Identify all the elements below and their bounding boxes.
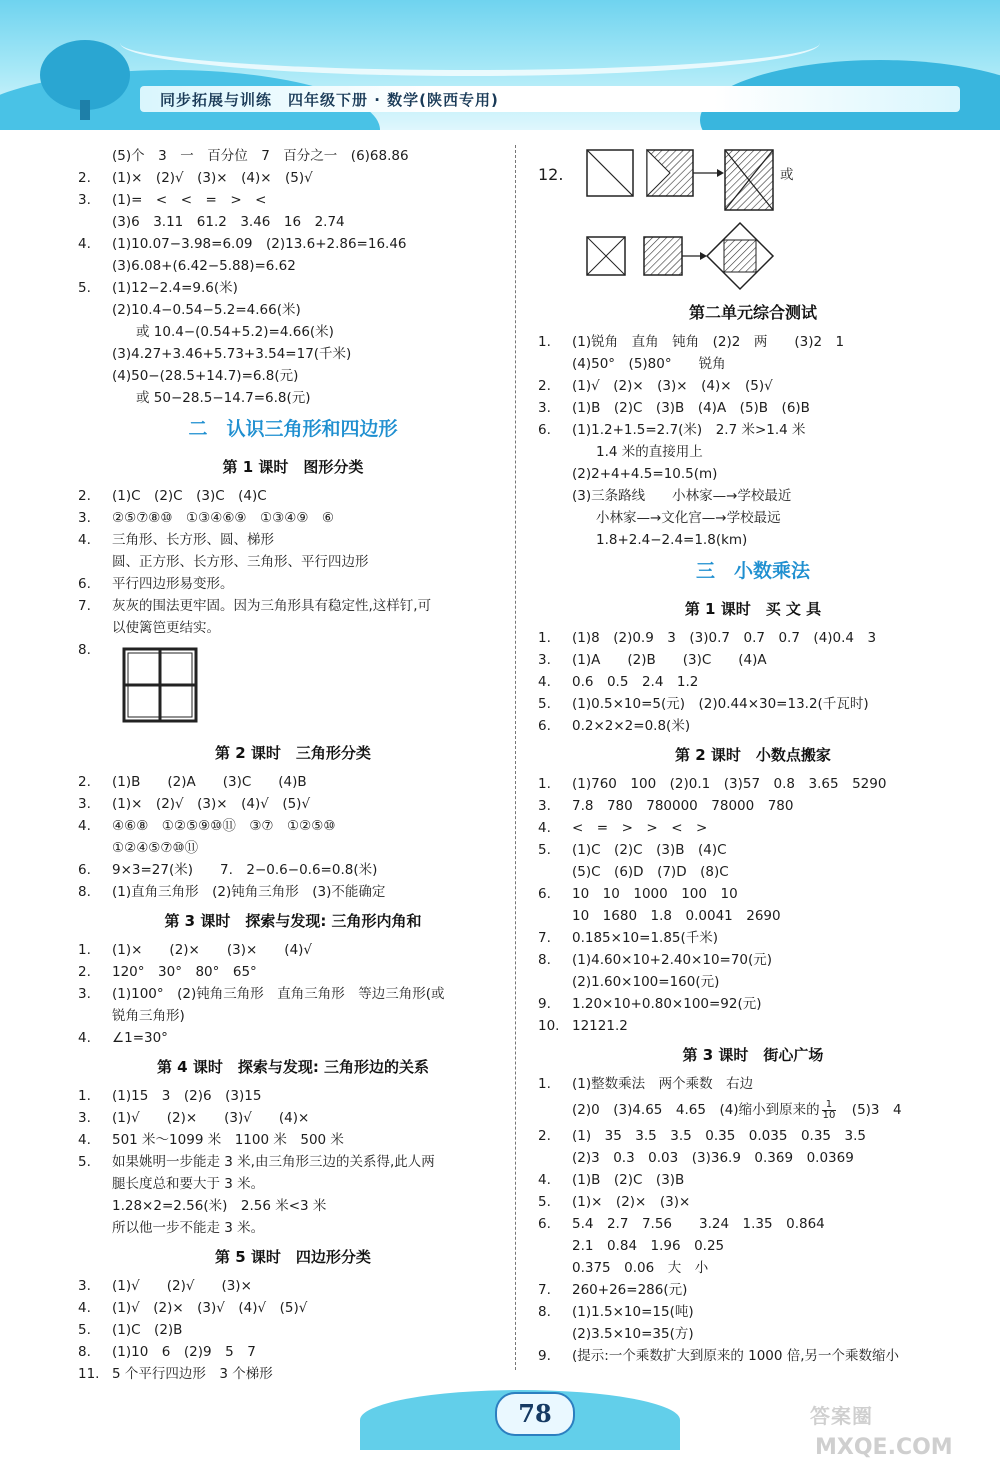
question-number: 5. — [78, 1154, 91, 1170]
question-number: 9. — [538, 1348, 551, 1364]
answer-text: 小林家—→文化宫—→学校最远 — [596, 510, 781, 526]
answer-line — [538, 949, 968, 971]
question-number: 5. — [538, 696, 551, 712]
question-number: 3. — [78, 192, 91, 208]
question-number: 8. — [538, 1304, 551, 1320]
question-number: 1. — [538, 630, 551, 646]
answer-line — [78, 837, 508, 859]
answer-line — [538, 1073, 968, 1095]
answer-line — [538, 671, 968, 693]
question-number: 2. — [78, 774, 91, 790]
answer-text: 灰灰的围法更牢固。因为三角形具有稳定性,这样钉,可 — [112, 598, 432, 614]
unit-title: 二 认识三角形和四边形 — [188, 418, 398, 440]
answer-line — [538, 1147, 968, 1169]
answer-text: 所以他一步不能走 3 米。 — [112, 1220, 265, 1236]
answer-line — [78, 1297, 508, 1319]
question-number: 11. — [78, 1366, 100, 1382]
watermark-logo: 答案圈 — [810, 1404, 873, 1428]
answer-line — [538, 1323, 968, 1345]
question-number: 1. — [78, 1088, 91, 1104]
answer-text: 7.8 780 780000 78000 780 — [572, 798, 794, 814]
answer-text: (3)6 3.11 61.2 3.46 16 2.74 — [112, 214, 345, 230]
answer-text: (2)2+4+4.5=10.5(m) — [572, 466, 718, 482]
question-number: 5. — [538, 842, 551, 858]
answer-line — [538, 331, 968, 353]
answer-line — [538, 693, 968, 715]
lesson-title: 第 2 课时 小数点搬家 — [675, 746, 831, 764]
answer-line — [538, 971, 968, 993]
answer-line — [78, 233, 508, 255]
answer-line — [538, 927, 968, 949]
answer-line — [78, 983, 508, 1005]
question-number: 4. — [78, 1030, 91, 1046]
answer-text: (1)√ (2)× (3)√ (4)√ (5)√ — [112, 1300, 308, 1316]
answer-line — [78, 1129, 508, 1151]
answer-text: 以使篱笆更结实。 — [112, 620, 220, 636]
answer-line — [538, 1213, 968, 1235]
answer-text: (2)10.4−0.54−5.2=4.66(米) — [112, 302, 301, 318]
answer-line — [78, 277, 508, 299]
question-number: 4. — [78, 532, 91, 548]
answer-text: (3)6.08+(6.42−5.88)=6.62 — [112, 258, 296, 274]
question-number: 7. — [538, 1282, 551, 1298]
answer-line — [538, 1015, 968, 1037]
answer-line — [538, 485, 968, 507]
answer-text: (1)B (2)A (3)C (4)B — [112, 774, 307, 790]
question-number: 6. — [538, 886, 551, 902]
answer-line — [538, 1191, 968, 1213]
answer-text: 2.1 0.84 1.96 0.25 — [572, 1238, 725, 1254]
answer-text: 9×3=27(米) 7. 2−0.6−0.6=0.8(米) — [112, 862, 378, 878]
answer-text: (1)× (2)√ (3)× (4)√ (5)√ — [112, 796, 311, 812]
answer-line — [78, 485, 508, 507]
answer-line — [78, 167, 508, 189]
answer-text: 三角形、长方形、圆、梯形 — [112, 532, 274, 548]
answer-line — [78, 859, 508, 881]
question-number: 2. — [538, 378, 551, 394]
answer-text: (1)√ (2)√ (3)× — [112, 1278, 252, 1294]
answer-line — [78, 1107, 508, 1129]
book-title: 同步拓展与训练 四年级下册 · 数学(陕西专用) — [160, 91, 499, 109]
section-title: 第二单元综合测试 — [688, 303, 817, 322]
answer-text: (1)1.2+1.5=2.7(米) 2.7 米>1.4 米 — [572, 422, 806, 438]
question-number: 3. — [78, 1110, 91, 1126]
answer-text: (1)× (2)× (3)× — [572, 1194, 691, 1210]
answer-text: (1)整数乘法 两个乘数 右边 — [572, 1076, 754, 1092]
answer-text: (1)15 3 (2)6 (3)15 — [112, 1088, 262, 1104]
lesson-title: 第 4 课时 探索与发现: 三角形边的关系 — [156, 1058, 430, 1076]
question-number: 2. — [78, 964, 91, 980]
unit-title: 三 小数乘法 — [695, 560, 810, 582]
answer-line — [538, 419, 968, 441]
answer-line — [78, 961, 508, 983]
answer-line — [538, 463, 968, 485]
answer-line — [78, 1195, 508, 1217]
answer-line — [538, 773, 968, 795]
question-number: 3. — [78, 510, 91, 526]
answer-line — [78, 507, 508, 529]
answer-line: (2)0 (3)4.65 4.65 (4)缩小到原来的 $\frac{1}{10}$ (5)3 4 — [572, 1098, 902, 1121]
answer-line — [538, 1257, 968, 1279]
answer-text: (1)12−2.4=9.6(米) — [112, 280, 238, 296]
question-number: 5. — [78, 280, 91, 296]
lesson-title: 第 5 课时 四边形分类 — [215, 1248, 371, 1266]
answer-line — [538, 1301, 968, 1323]
answer-text: ∠1=30° — [112, 1030, 168, 1046]
answer-text: (1)C (2)B — [112, 1322, 183, 1338]
answer-line — [78, 387, 508, 409]
answer-text: 0.6 0.5 2.4 1.2 — [572, 674, 699, 690]
answer-line — [78, 573, 508, 595]
answer-line — [78, 881, 508, 903]
answer-line — [78, 815, 508, 837]
answer-text: (3)4.27+3.46+5.73+3.54=17(千米) — [112, 346, 352, 362]
answer-line — [538, 529, 968, 551]
question-number: 9. — [538, 996, 551, 1012]
answer-line — [78, 1027, 508, 1049]
answer-line — [538, 817, 968, 839]
answer-text: (1)= < < = > < — [112, 192, 267, 208]
question-number: 6. — [78, 576, 91, 592]
answer-line — [78, 1217, 508, 1239]
question-number: 7. — [538, 930, 551, 946]
answer-text: 圆、正方形、长方形、三角形、平行四边形 — [112, 554, 369, 570]
question-number: 1. — [538, 776, 551, 792]
fraction: $\frac{1}{10}$ — [822, 1098, 836, 1121]
answer-text: (1)C (2)C (3)B (4)C — [572, 842, 727, 858]
answer-line — [78, 1341, 508, 1363]
answer-text: 5.4 2.7 7.56 3.24 1.35 0.864 — [572, 1216, 825, 1232]
question-number: 1. — [78, 942, 91, 958]
answer-line — [78, 617, 508, 639]
answer-text: (1)760 100 (2)0.1 (3)57 0.8 3.65 5290 — [572, 776, 887, 792]
answer-line — [538, 993, 968, 1015]
answer-text: ④⑥⑧ ①②⑤⑨⑩⑪ ③⑦ ①②⑤⑩ — [112, 818, 336, 834]
answer-text: (5)个 3 一 百分位 7 百分之一 (6)68.86 — [112, 148, 409, 164]
question-number: 10. — [538, 1018, 560, 1034]
question-number: 4. — [78, 1300, 91, 1316]
answer-text: (2)3 0.3 0.03 (3)36.9 0.369 0.0369 — [572, 1150, 854, 1166]
question-number: 3. — [538, 652, 551, 668]
answer-text: (1)10.07−3.98=6.09 (2)13.6+2.86=16.46 — [112, 236, 407, 252]
answer-text: 10 10 1000 100 10 — [572, 886, 738, 902]
answer-line — [78, 211, 508, 233]
question-number: 2. — [78, 488, 91, 504]
question-number: 4. — [538, 1172, 551, 1188]
answer-text: (1)100° (2)钝角三角形 直角三角形 等边三角形(或 — [112, 986, 445, 1002]
or-label: 或 — [780, 167, 794, 183]
question-number: 4. — [78, 1132, 91, 1148]
answer-text: 平行四边形易变形。 — [112, 576, 234, 592]
question-number: 4. — [538, 820, 551, 836]
question-number: 6. — [538, 1216, 551, 1232]
question-number: 5. — [78, 1322, 91, 1338]
answer-text: ①②④⑤⑦⑩⑪ — [112, 840, 199, 856]
answer-text: (5)C (6)D (7)D (8)C — [572, 864, 729, 880]
answer-text: (1)× (2)√ (3)× (4)× (5)√ — [112, 170, 313, 186]
answer-line — [538, 905, 968, 927]
answer-line — [538, 839, 968, 861]
answer-text: (1)直角三角形 (2)钝角三角形 (3)不能确定 — [112, 884, 386, 900]
answer-text: (2)1.60×100=160(元) — [572, 974, 720, 990]
answer-line — [78, 529, 508, 551]
answer-text: (1)B (2)C (3)B (4)A (5)B (6)B — [572, 400, 810, 416]
answer-text: < = > > < > — [572, 820, 708, 836]
page-number: 78 — [495, 1392, 575, 1436]
question-number: 12. — [538, 165, 564, 184]
answer-text: (1)0.5×10=5(元) (2)0.44×30=13.2(千瓦时) — [572, 696, 869, 712]
answer-line — [538, 627, 968, 649]
question-number: 2. — [78, 170, 91, 186]
question-number: 8. — [78, 884, 91, 900]
answer-line — [78, 365, 508, 387]
answer-text: (1) 35 3.5 3.5 0.35 0.035 0.35 3.5 — [572, 1128, 866, 1144]
answer-text: 0.375 0.06 大 小 — [572, 1260, 709, 1276]
fence-figure — [120, 645, 200, 725]
answer-text: 0.185×10=1.85(千米) — [572, 930, 719, 946]
answer-line — [538, 883, 968, 905]
question-number: 6. — [78, 862, 91, 878]
answer-line — [538, 145, 968, 295]
answer-text: 10 1680 1.8 0.0041 2690 — [572, 908, 781, 924]
answer-line — [78, 1005, 508, 1027]
answer-text: 12121.2 — [572, 1018, 628, 1034]
answer-line — [538, 1345, 968, 1367]
answer-line — [78, 1173, 508, 1195]
answer-line — [538, 649, 968, 671]
lesson-title: 第 2 课时 三角形分类 — [215, 744, 371, 762]
question-number: 2. — [538, 1128, 551, 1144]
answer-text: 1.8+2.4−2.4=1.8(km) — [596, 532, 748, 548]
answer-text: 501 米～1099 米 1100 米 500 米 — [112, 1132, 344, 1148]
answer-line — [538, 1279, 968, 1301]
question-number: 3. — [78, 1278, 91, 1294]
left-column — [78, 145, 508, 1385]
answer-line — [78, 1319, 508, 1341]
answer-text: 或 50−28.5−14.7=6.8(元) — [136, 390, 311, 406]
answer-text: 5 个平行四边形 3 个梯形 — [112, 1366, 273, 1382]
answer-line — [78, 771, 508, 793]
answer-line — [538, 1125, 968, 1147]
answer-text: 锐角三角形) — [112, 1008, 185, 1024]
answer-line — [538, 397, 968, 419]
answer-text: 或 10.4−(0.54+5.2)=4.66(米) — [136, 324, 334, 340]
question-number: 1. — [538, 334, 551, 350]
column-divider — [515, 145, 516, 1370]
answer-text: (提示:一个乘数扩大到原来的 1000 倍,另一个乘数缩小 — [572, 1348, 900, 1364]
answer-line — [78, 595, 508, 617]
answer-line — [538, 861, 968, 883]
answer-text: (1)1.5×10=15(吨) — [572, 1304, 694, 1320]
answer-line — [538, 441, 968, 463]
answer-line — [78, 255, 508, 277]
answer-text: (4)50−(28.5+14.7)=6.8(元) — [112, 368, 299, 384]
lesson-title: 第 1 课时 买 文 具 — [684, 600, 822, 618]
answer-text: 如果姚明一步能走 3 米,由三角形三边的关系得,此人两 — [112, 1154, 435, 1170]
answer-text: (1)A (2)B (3)C (4)A — [572, 652, 767, 668]
question-number: 8. — [78, 1344, 91, 1360]
answer-text: ②⑤⑦⑧⑩ ①③④⑥⑨ ①③④⑨ ⑥ — [112, 510, 335, 526]
answer-text: 0.2×2×2=0.8(米) — [572, 718, 691, 734]
answer-text: (3)三条路线 小林家—→学校最近 — [572, 488, 792, 504]
answer-text: (1)B (2)C (3)B — [572, 1172, 685, 1188]
answer-line — [78, 1085, 508, 1107]
answer-text: (1)8 (2)0.9 3 (3)0.7 0.7 0.7 (4)0.4 3 — [572, 630, 877, 646]
answer-line — [538, 375, 968, 397]
answer-text: (2)3.5×10=35(方) — [572, 1326, 694, 1342]
answer-line — [78, 939, 508, 961]
answer-line — [538, 1169, 968, 1191]
answer-line — [78, 321, 508, 343]
answer-line — [78, 793, 508, 815]
question-number: 3. — [78, 986, 91, 1002]
question-number: 3. — [78, 796, 91, 812]
answer-text: (1)× (2)× (3)× (4)√ — [112, 942, 313, 958]
right-column — [538, 145, 968, 1367]
answer-text: (1)√ (2)× (3)√ (4)× — [112, 1110, 310, 1126]
answer-text: 1.4 米的直接用上 — [596, 444, 703, 460]
lesson-title: 第 1 课时 图形分类 — [222, 458, 364, 476]
answer-text: (4)50° (5)80° 锐角 — [572, 356, 726, 372]
answer-text: 260+26=286(元) — [572, 1282, 688, 1298]
answer-text: 腿长度总和要大于 3 米。 — [112, 1176, 265, 1192]
answer-line — [538, 795, 968, 817]
answer-line — [78, 299, 508, 321]
lesson-title: 第 3 课时 探索与发现: 三角形内角和 — [164, 912, 422, 930]
answer-line — [78, 145, 508, 167]
answer-text: (1)√ (2)× (3)× (4)× (5)√ — [572, 378, 773, 394]
answer-line — [538, 353, 968, 375]
answer-line — [78, 1151, 508, 1173]
question-number: 1. — [538, 1076, 551, 1092]
question-number: 7. — [78, 598, 91, 614]
answer-text: (1)锐角 直角 钝角 (2)2 两 (3)2 1 — [572, 334, 845, 350]
answer-line — [78, 551, 508, 573]
answer-text: 1.28×2=2.56(米) 2.56 米<3 米 — [112, 1198, 327, 1214]
answer-text: 1.20×10+0.80×100=92(元) — [572, 996, 762, 1012]
answer-line — [78, 343, 508, 365]
question-number: 6. — [538, 718, 551, 734]
question-number: 3. — [538, 798, 551, 814]
answer-line — [538, 715, 968, 737]
answer-line — [78, 1275, 508, 1297]
question-number: 6. — [538, 422, 551, 438]
answer-text: (1)C (2)C (3)C (4)C — [112, 488, 267, 504]
question-number: 5. — [538, 1194, 551, 1210]
answer-text: (1)4.60×10+2.40×10=70(元) — [572, 952, 773, 968]
answer-line — [538, 507, 968, 529]
answer-line — [78, 639, 508, 735]
question-number: 4. — [78, 236, 91, 252]
lesson-title: 第 3 课时 街心广场 — [682, 1046, 824, 1064]
question-number: 4. — [78, 818, 91, 834]
answer-text: 120° 30° 80° 65° — [112, 964, 257, 980]
question-number: 8. — [78, 642, 91, 658]
watermark-url: MXQE.COM — [815, 1435, 953, 1460]
answer-text: (1)10 6 (2)9 5 7 — [112, 1344, 256, 1360]
question-number: 8. — [538, 952, 551, 968]
question-number: 3. — [538, 400, 551, 416]
question-number: 4. — [538, 674, 551, 690]
answer-line — [538, 1235, 968, 1257]
answer-line — [78, 189, 508, 211]
